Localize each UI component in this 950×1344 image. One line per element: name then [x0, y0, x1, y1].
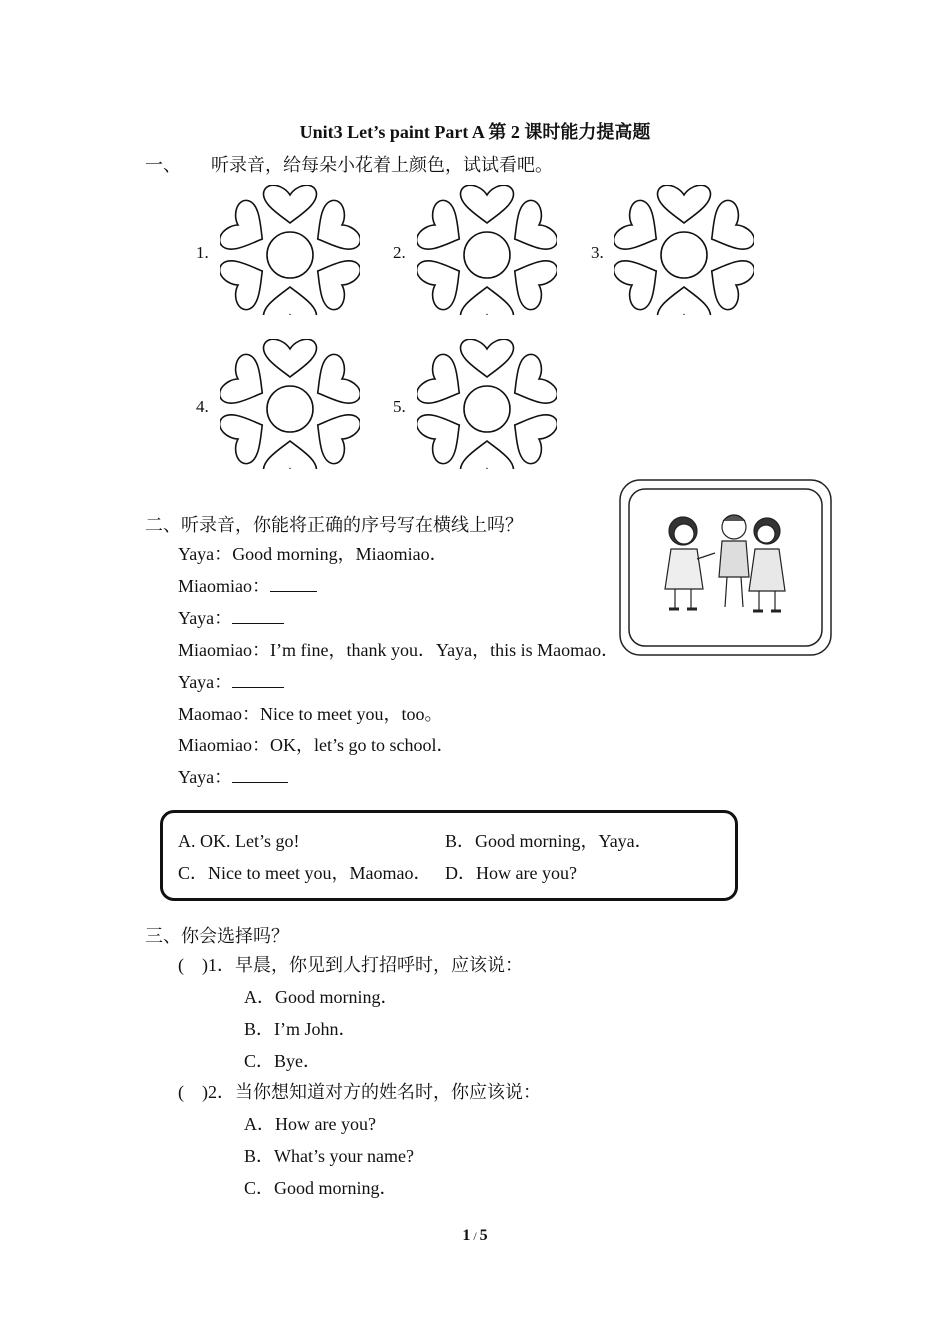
answer-bracket[interactable]: ( )2． [178, 1082, 235, 1102]
question-1 [178, 954, 523, 976]
dialogue-line-6 [178, 703, 442, 725]
dialogue-line-4 [178, 639, 619, 661]
dialogue-line-3 [178, 607, 284, 629]
speaker: Yaya： [178, 672, 233, 692]
speaker: Miaomiao： [178, 640, 270, 660]
flower-5[interactable] [417, 339, 557, 469]
flower-label-4: 4. [196, 397, 209, 416]
answer-blank-4[interactable] [232, 766, 288, 783]
question-text: 早晨，你见到人打招呼时，应该说： [235, 955, 523, 975]
section3-heading: 三、你会选择吗？ [145, 926, 289, 946]
speaker: Maomao： [178, 704, 260, 724]
options-box [160, 810, 738, 901]
dialogue-line-1 [178, 543, 448, 565]
section1-number: 一、 [145, 155, 181, 175]
section1-heading: 听录音，给每朵小花着上颜色，试试看吧。 [211, 155, 553, 175]
dialogue-line-8 [178, 766, 288, 788]
flower-2[interactable] [417, 185, 557, 315]
flower-label-1: 1. [196, 243, 209, 262]
speaker: Yaya： [178, 767, 233, 787]
section2-heading: 二、听录音，你能将正确的序号写在横线上吗？ [145, 515, 523, 535]
question-2 [178, 1081, 541, 1103]
speaker: Yaya： [178, 544, 233, 564]
answer-bracket[interactable]: ( )1． [178, 955, 235, 975]
dialogue-line-7 [178, 734, 455, 756]
q1-option-c: C．Bye． [244, 1051, 322, 1071]
answer-blank-1[interactable] [270, 575, 317, 592]
option-c: C．Nice to meet you，Maomao． [178, 863, 432, 883]
option-b: B．Good morning，Yaya． [445, 831, 653, 851]
question-text: 当你想知道对方的姓名时，你应该说： [235, 1082, 541, 1102]
line-text: I’m fine，thank you．Yaya，this is Maomao． [270, 640, 620, 660]
q2-option-c: C．Good morning． [244, 1178, 398, 1198]
total-pages: 5 [479, 1227, 488, 1244]
speaker: Yaya： [178, 608, 233, 628]
current-page: 1 [462, 1227, 471, 1244]
flower-label-3: 3. [591, 243, 604, 262]
flower-4[interactable] [220, 339, 360, 469]
q2-option-b: B．What’s your name? [244, 1146, 414, 1166]
flower-label-5: 5. [393, 397, 406, 416]
option-d: D．How are you? [445, 863, 577, 883]
line-text: Nice to meet you，too。 [259, 704, 443, 724]
answer-blank-2[interactable] [232, 607, 284, 624]
page-title: Unit3 Let’s paint Part A 第 2 课时能力提高题 [299, 122, 651, 142]
line-text: OK，let’s go to school． [270, 735, 455, 755]
option-a: A. OK. Let’s go! [178, 831, 300, 851]
speaker: Miaomiao： [178, 735, 270, 755]
line-text: Good morning，Miaomiao． [232, 544, 448, 564]
q1-option-b: B．I’m John． [244, 1019, 357, 1039]
flower-label-2: 2. [393, 243, 406, 262]
dialogue-line-2 [178, 575, 317, 597]
flower-1[interactable] [220, 185, 360, 315]
page-separator: / [473, 1229, 477, 1243]
q2-option-a: A．How are you? [244, 1114, 376, 1134]
dialogue-line-5 [178, 671, 284, 693]
page-number [0, 1225, 950, 1247]
speaker: Miaomiao： [178, 576, 270, 596]
children-greeting-illustration [619, 479, 832, 656]
answer-blank-3[interactable] [232, 671, 284, 688]
flower-3[interactable] [614, 185, 754, 315]
q1-option-a: A．Good morning． [244, 987, 399, 1007]
